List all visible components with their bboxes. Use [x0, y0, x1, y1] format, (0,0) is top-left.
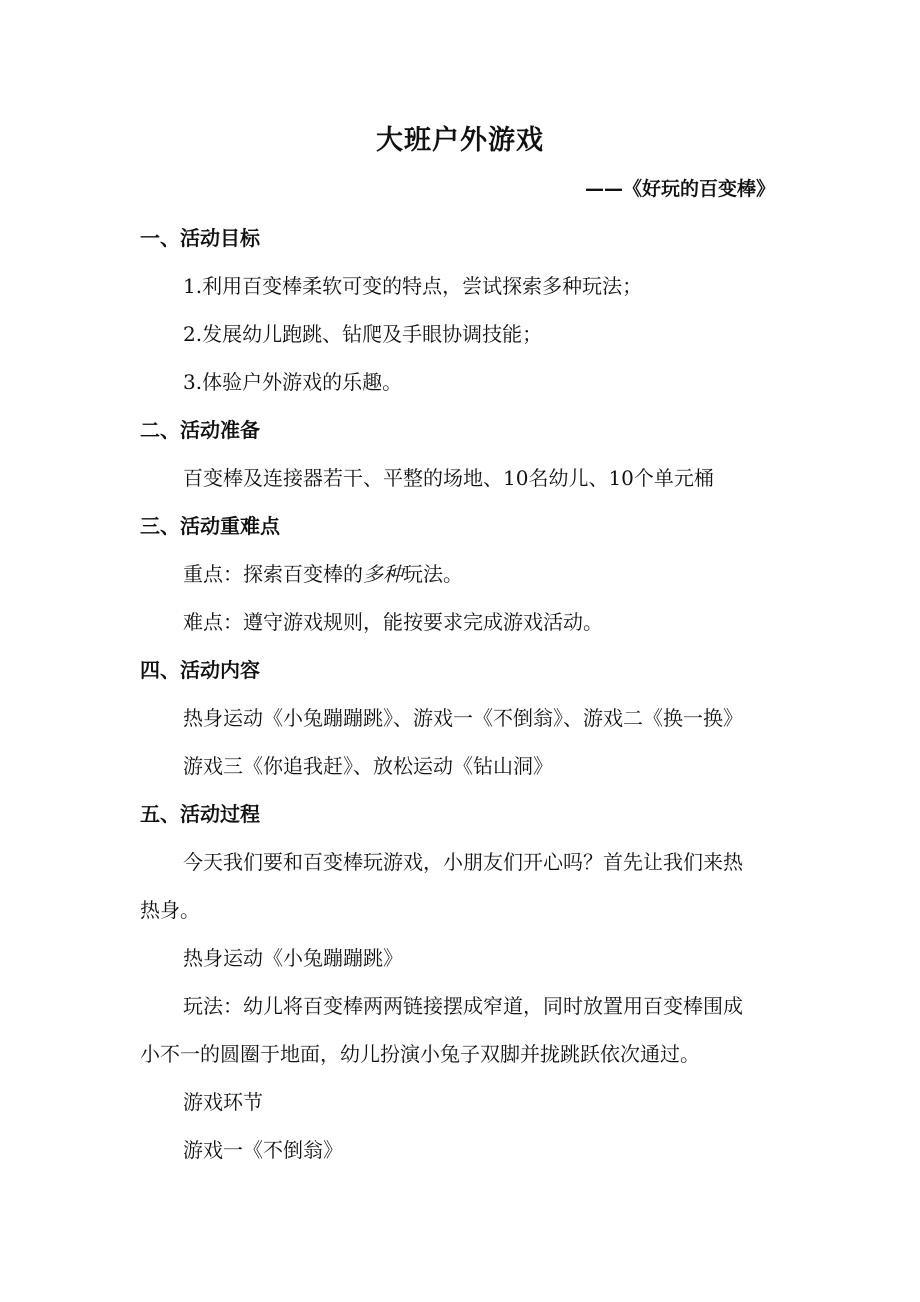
process-paragraph-line-1: 今天我们要和百变棒玩游戏，小朋友们开心吗？首先让我们来热	[183, 850, 743, 874]
section-heading-goals: 一、活动目标	[140, 226, 260, 250]
section-heading-preparation: 二、活动准备	[140, 418, 260, 442]
key-point-text	[183, 558, 463, 587]
warmup-title: 热身运动《小兔蹦蹦跳》	[183, 946, 403, 970]
difficulty-text: 难点：遵守游戏规则，能按要求完成游戏活动。	[183, 610, 603, 634]
document-title: 大班户外游戏	[376, 125, 544, 156]
key-point-suffix: 玩法。	[403, 562, 463, 586]
play-method-line-2: 小不一的圆圈于地面，幼儿扮演小兔子双脚并拢跳跃依次通过。	[140, 1042, 700, 1066]
key-point-prefix: 重点：探索百变棒的	[183, 562, 363, 586]
section-heading-content: 四、活动内容	[140, 658, 260, 682]
section-heading-process: 五、活动过程	[140, 802, 260, 826]
preparation-text: 百变棒及连接器若干、平整的场地、10名幼儿、10个单元桶	[183, 466, 714, 490]
content-line-1: 热身运动《小兔蹦蹦跳》、游戏一《不倒翁》、游戏二《换一换》	[183, 706, 743, 730]
goal-item-3: 3.体验户外游戏的乐趣。	[183, 370, 403, 394]
content-line-2: 游戏三《你追我赶》、放松运动《钻山洞》	[183, 754, 553, 778]
play-method-line-1: 玩法：幼儿将百变棒两两链接摆成窄道，同时放置用百变棒围成	[183, 994, 743, 1018]
process-paragraph-line-2: 热身。	[140, 898, 200, 922]
section-heading-key-points: 三、活动重难点	[140, 514, 280, 538]
key-point-emphasis: 多种	[363, 562, 403, 586]
goal-item-2: 2.发展幼儿跑跳、钻爬及手眼协调技能；	[183, 322, 543, 346]
document-subtitle: ——《好玩的百变棒》	[584, 178, 775, 200]
game-segment-label: 游戏环节	[183, 1090, 263, 1114]
goal-item-1: 1.利用百变棒柔软可变的特点，尝试探索多种玩法；	[183, 274, 643, 298]
game-one-title: 游戏一《不倒翁》	[183, 1138, 343, 1162]
